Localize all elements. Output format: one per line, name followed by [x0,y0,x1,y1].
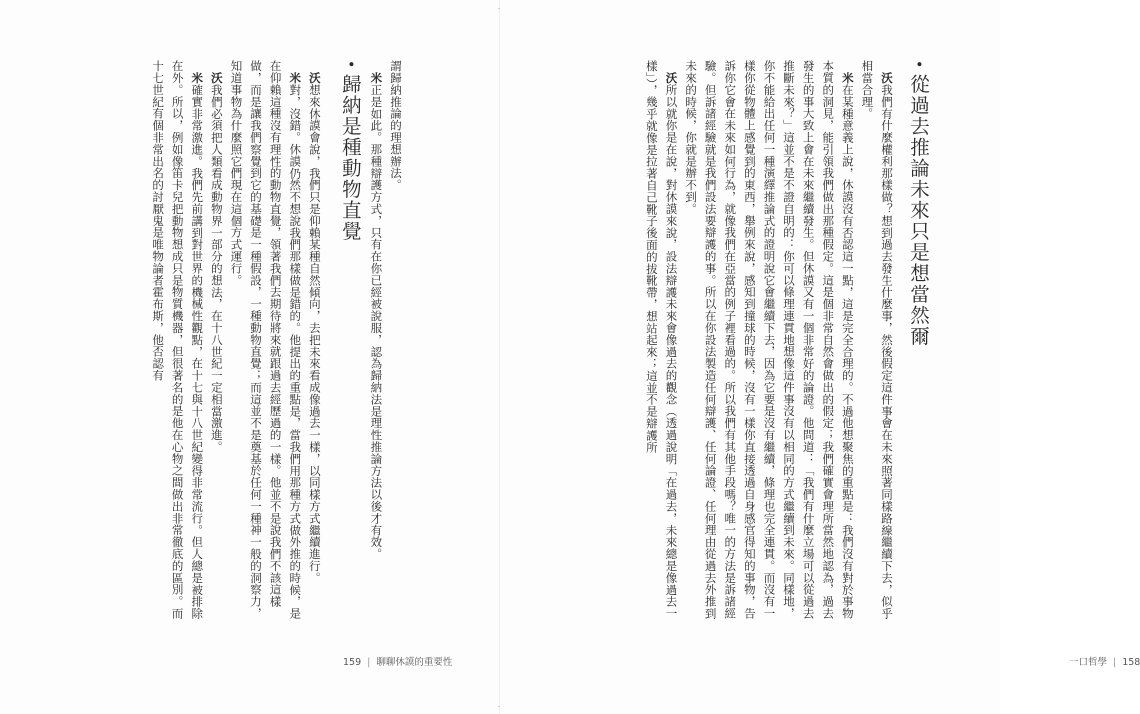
speaker-label: 沃 [664,71,679,84]
continued-paragraph: 謂歸納推論的理想辦法。 [389,60,403,191]
dialogue-paragraph: 米在某種意義上說，休謨沒有否認這一點，這是完全合理的。不過他想聚焦的重點是：我們沒有對於事物本質的洞見，能引領我們做出那種假定。這是個非常自然會做出的假定；我們確實會理所當然地認為，過去發生的事大致上會在未來繼續發生。但休謨又有一個非常好的論證。他問道：「我們有什麼立場可以從過去推斷未來？」這並不是不證自明的：你可以條理連貫地想像這件事沒有以相同的方式繼續到未來。同樣地，你不能給出任何一種演繹推論式的證明說它會繼續下去，因為它要是沒有繼續，條理也完全連貫。而沒有一樣你從物體上感覺到的東西，舉例來說，感知到撞球的時候，沒有一樣你直接透過自身感官得知的事物，告訴你它會在未來如何行為，就像我們在亞當的例子裡看過的。所以我們有其他手段嗎？唯一的方法是訴諸經驗。但訴諸經驗就是我們設法要辯護的事。所以在你設法製造任何辯護、任何論證、任何理由從過去外推到未來的時候，你就是辦不到。 [684,60,855,620]
speaker-label: 沃 [880,71,894,84]
left-page [0,0,500,714]
right-page [500,0,1140,714]
dialogue-paragraph: 米正是如此。那種辯護方式，只有在你已經被說服，認為歸納法是理性推論方法以後才有效。 [369,71,384,560]
footer-separator: | [1113,657,1117,668]
left-page-footer [343,654,452,668]
running-header-chapter: 聊聊休謨的重要性 [376,657,453,668]
section-heading: • 從過去推論未來只是想當然爾 [902,60,934,620]
dialogue-paragraph: 沃想來休謨會說，我們只是仰賴某種自然傾向，去把未來看成像過去一樣，以同樣方式繼續進行。 [307,71,322,584]
speaker-label: 沃 [307,71,322,84]
right-page-footer [1069,654,1140,668]
dialogue-paragraph: 米對，沒錯。休謨仍然不想說我們那樣做是錯的。他提出的重點是，當我們用那種方式做外推的時候，是在仰賴這種沒有理性的動物直覺，領著我們去期待將來就跟過去經歷過的一樣。他並不是說我們不該這樣做，而是讓我們察覺到它的基礎是一種假設，一種動物直覺；而這並不是奠基於任何一種神一般的洞察力，知道事物為什麼照它們現在這個方式運行。 [229,60,303,620]
left-page-text-column [90,60,405,620]
page-number: 159 [343,657,362,668]
speaker-label: 米 [840,71,855,84]
dialogue-paragraph: 沃我們必須把人類看成動物界一部分的想法，在十八世紀一定相當激進。 [209,71,224,453]
page-number: 158 [1122,657,1140,668]
section-heading: • 歸納是種動物直覺 [334,60,366,620]
footer-separator: | [367,657,371,668]
speaker-label: 米 [288,71,303,84]
running-header-book-title: 一口哲學 [1069,657,1108,668]
speaker-label: 沃 [209,71,224,84]
dialogue-paragraph: 沃所以就你是在說，對休謨來說，設法辯護未來會像過去的觀念（透過說明「在過去，未來總是像過去一樣」），幾乎就像是拉著自己靴子後面的拔靴帶，想站起來；這並不是辯護所 [644,60,679,619]
speaker-label: 米 [369,71,384,84]
dialogue-paragraph: 沃我們有什麼權利那樣做？想到過去發生什麼事，然後假定這件事會在未來照著同樣路線繼續下去，似乎相當合理。 [860,60,894,619]
right-page-text-column [554,60,934,620]
speaker-label: 米 [190,71,205,84]
dialogue-paragraph: 米確實非常激進。我們先前講到對世界的機械性觀點，在十七與十八世紀變得非常流行。但人總是被排除在外。所以，例如像笛卡兒把動物想成只是物質機器，但很著名的是他在心物之間做出非常徹底的區別。而十七世紀有個非常出名的討厭鬼是唯物論者霍布斯，他否認有 [151,60,205,620]
